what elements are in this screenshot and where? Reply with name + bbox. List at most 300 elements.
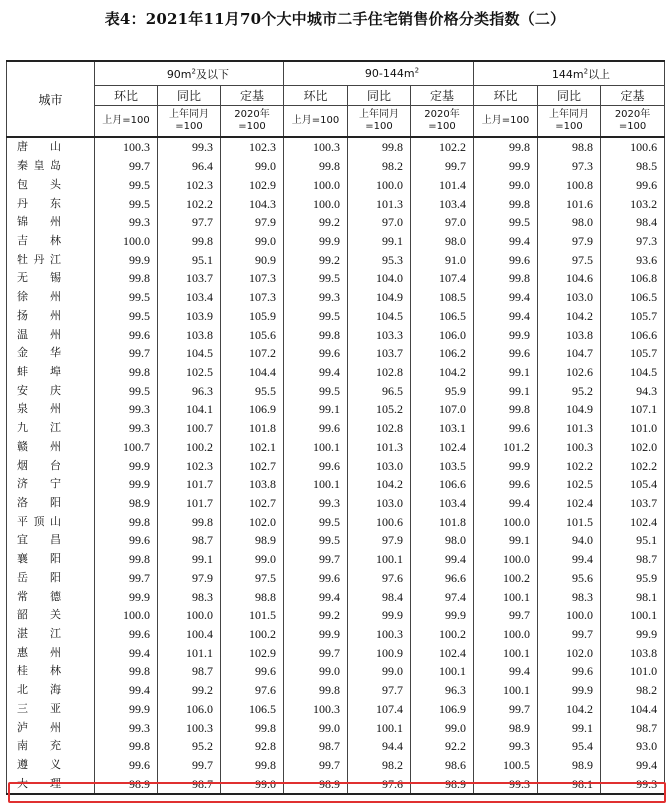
city-char: 温 [17, 327, 28, 341]
city-char: 泸 [17, 720, 28, 734]
index-value: 99.7 [284, 550, 348, 569]
city-char: 韶 [17, 608, 28, 622]
index-value: 102.7 [221, 456, 284, 475]
index-value: 99.8 [95, 512, 158, 531]
index-value: 102.4 [411, 643, 474, 662]
city-char: 林 [50, 233, 61, 247]
index-value: 99.6 [284, 419, 348, 438]
subheader-cell: 环比 [284, 86, 348, 106]
index-value: 103.2 [601, 194, 665, 213]
index-value: 99.1 [474, 363, 538, 382]
index-value: 98.9 [95, 774, 158, 794]
index-value: 97.6 [348, 774, 411, 794]
city-name [7, 456, 95, 475]
base-header-cell: 上年同月 =100 [158, 106, 221, 138]
index-value: 99.6 [95, 531, 158, 550]
index-value: 101.6 [538, 194, 601, 213]
index-value: 99.7 [95, 344, 158, 363]
index-value: 99.9 [474, 325, 538, 344]
index-value: 103.8 [221, 475, 284, 494]
index-value: 97.9 [348, 531, 411, 550]
city-label [17, 382, 61, 400]
city-label [17, 438, 61, 456]
index-value: 102.9 [221, 175, 284, 194]
city-char: 三 [17, 701, 28, 715]
city-char: 江 [50, 421, 61, 435]
index-value: 102.3 [221, 137, 284, 157]
index-value: 99.3 [95, 213, 158, 232]
index-value: 102.2 [411, 137, 474, 157]
index-value: 106.5 [221, 700, 284, 719]
index-value: 99.4 [474, 306, 538, 325]
city-char: 岳 [17, 570, 28, 584]
index-value: 99.9 [474, 456, 538, 475]
index-value: 100.0 [474, 512, 538, 531]
index-value: 104.2 [538, 700, 601, 719]
index-value: 101.5 [221, 606, 284, 625]
index-value: 99.4 [474, 662, 538, 681]
index-value: 98.2 [348, 756, 411, 775]
index-value: 99.2 [284, 250, 348, 269]
city-char: 山 [50, 140, 61, 154]
index-value: 99.5 [284, 512, 348, 531]
table-row [7, 137, 665, 157]
index-value: 100.0 [284, 194, 348, 213]
index-value: 98.7 [158, 662, 221, 681]
index-value: 107.4 [348, 700, 411, 719]
city-name [7, 550, 95, 569]
index-value: 99.8 [284, 325, 348, 344]
index-value: 92.8 [221, 737, 284, 756]
index-value: 99.5 [95, 194, 158, 213]
city-name [7, 587, 95, 606]
index-value: 97.6 [221, 681, 284, 700]
table-row [7, 194, 665, 213]
city-label [17, 719, 61, 737]
base-header-cell: 2020年 =100 [221, 106, 284, 138]
index-value: 98.7 [284, 737, 348, 756]
city-label [17, 176, 61, 194]
index-value: 99.9 [474, 157, 538, 176]
city-label [17, 475, 61, 493]
index-value: 99.0 [348, 662, 411, 681]
index-value: 100.0 [95, 606, 158, 625]
index-value: 104.5 [348, 306, 411, 325]
index-value: 102.3 [158, 175, 221, 194]
city-char: 唐 [17, 140, 28, 154]
index-value: 99.7 [95, 157, 158, 176]
city-name [7, 381, 95, 400]
city-char: 庆 [50, 383, 61, 397]
index-value: 104.3 [221, 194, 284, 213]
index-value: 99.8 [158, 512, 221, 531]
table-row [7, 774, 665, 794]
table-row [7, 737, 665, 756]
city-char: 惠 [17, 645, 28, 659]
index-value: 99.5 [95, 288, 158, 307]
city-char: 州 [50, 439, 61, 453]
index-value: 102.0 [221, 512, 284, 531]
index-value: 100.3 [95, 137, 158, 157]
index-value: 105.6 [221, 325, 284, 344]
table-row [7, 475, 665, 494]
city-name [7, 250, 95, 269]
city-char: 大 [17, 776, 28, 790]
index-value: 100.0 [158, 606, 221, 625]
index-value: 99.2 [284, 213, 348, 232]
table-row [7, 625, 665, 644]
index-value: 91.0 [411, 250, 474, 269]
table-row [7, 587, 665, 606]
index-value: 99.9 [95, 587, 158, 606]
index-value: 92.2 [411, 737, 474, 756]
index-value: 101.1 [158, 643, 221, 662]
index-value: 99.4 [474, 232, 538, 251]
index-value: 99.8 [95, 550, 158, 569]
city-char: 州 [50, 402, 61, 416]
index-value: 104.9 [538, 400, 601, 419]
table-row [7, 157, 665, 176]
city-char: 州 [50, 290, 61, 304]
city-label [17, 569, 61, 587]
city-char: 亚 [50, 701, 61, 715]
index-value: 103.7 [158, 269, 221, 288]
index-value: 95.9 [411, 381, 474, 400]
city-char: 吉 [17, 233, 28, 247]
index-value: 99.8 [474, 137, 538, 157]
city-name [7, 419, 95, 438]
city-name [7, 232, 95, 251]
index-value: 100.1 [474, 681, 538, 700]
city-name [7, 512, 95, 531]
index-value: 99.6 [95, 756, 158, 775]
city-char: 理 [50, 776, 61, 790]
index-value: 98.2 [601, 681, 665, 700]
index-value: 101.4 [411, 175, 474, 194]
index-value: 99.4 [284, 587, 348, 606]
city-name [7, 213, 95, 232]
table-row [7, 681, 665, 700]
index-value: 107.0 [411, 400, 474, 419]
index-value: 96.5 [348, 381, 411, 400]
index-value: 100.3 [284, 700, 348, 719]
city-name [7, 662, 95, 681]
index-value: 99.0 [221, 157, 284, 176]
index-value: 99.8 [474, 194, 538, 213]
city-label [17, 606, 61, 624]
index-value: 97.5 [538, 250, 601, 269]
index-value: 99.7 [538, 625, 601, 644]
city-name [7, 718, 95, 737]
subheader-cell: 同比 [348, 86, 411, 106]
index-value: 99.0 [221, 550, 284, 569]
index-value: 99.0 [411, 718, 474, 737]
city-name [7, 475, 95, 494]
index-value: 102.2 [538, 456, 601, 475]
index-value: 101.7 [158, 494, 221, 513]
index-value: 102.8 [348, 419, 411, 438]
index-value: 103.1 [411, 419, 474, 438]
city-char: 州 [50, 215, 61, 229]
index-value: 100.1 [601, 606, 665, 625]
index-value: 99.4 [95, 643, 158, 662]
index-value: 100.0 [474, 550, 538, 569]
index-value: 99.6 [538, 662, 601, 681]
index-value: 99.0 [284, 718, 348, 737]
city-label [17, 531, 61, 549]
table-row [7, 306, 665, 325]
base-header-cell: 上月=100 [284, 106, 348, 138]
index-value: 99.1 [474, 531, 538, 550]
index-value: 99.3 [284, 288, 348, 307]
index-value: 102.1 [221, 438, 284, 457]
index-value: 99.6 [601, 175, 665, 194]
city-char: 充 [50, 739, 61, 753]
index-value: 100.9 [348, 643, 411, 662]
index-value: 103.8 [601, 643, 665, 662]
index-value: 99.5 [95, 381, 158, 400]
index-value: 97.3 [601, 232, 665, 251]
subheader-cell: 定基 [221, 86, 284, 106]
index-value: 99.8 [284, 157, 348, 176]
city-char: 关 [50, 608, 61, 622]
table-row [7, 400, 665, 419]
city-name [7, 288, 95, 307]
city-label [17, 737, 61, 755]
city-char: 阳 [50, 496, 61, 510]
index-value: 105.7 [601, 306, 665, 325]
subheader-cell: 定基 [411, 86, 474, 106]
index-value: 95.3 [348, 250, 411, 269]
index-value: 98.0 [538, 213, 601, 232]
city-label [17, 700, 61, 718]
index-value: 100.1 [348, 718, 411, 737]
index-value: 99.7 [95, 569, 158, 588]
subheader-cell: 环比 [474, 86, 538, 106]
index-value: 105.7 [601, 344, 665, 363]
index-value: 99.6 [95, 625, 158, 644]
index-value: 101.8 [221, 419, 284, 438]
index-value: 106.9 [411, 700, 474, 719]
city-label [17, 625, 61, 643]
index-value: 100.1 [284, 475, 348, 494]
index-value: 101.3 [538, 419, 601, 438]
group-header-small: $90m^2$及以下 [95, 61, 284, 86]
index-value: 104.5 [158, 344, 221, 363]
city-name [7, 700, 95, 719]
city-name [7, 269, 95, 288]
table-row [7, 643, 665, 662]
index-value: 102.6 [538, 363, 601, 382]
index-value: 99.9 [538, 681, 601, 700]
index-value: 98.9 [95, 494, 158, 513]
index-value: 105.4 [601, 475, 665, 494]
table-row [7, 288, 665, 307]
table-row [7, 363, 665, 382]
index-value: 99.6 [284, 456, 348, 475]
city-label [17, 644, 61, 662]
index-value: 99.3 [474, 737, 538, 756]
index-value: 104.9 [348, 288, 411, 307]
index-value: 99.8 [95, 363, 158, 382]
index-value: 99.3 [95, 419, 158, 438]
index-value: 97.9 [221, 213, 284, 232]
index-value: 99.9 [95, 475, 158, 494]
index-value: 97.5 [221, 569, 284, 588]
table-row [7, 718, 665, 737]
index-value: 99.5 [284, 531, 348, 550]
city-char: 湛 [17, 627, 28, 641]
index-value: 99.8 [284, 681, 348, 700]
index-value: 102.4 [411, 438, 474, 457]
index-value: 100.0 [95, 232, 158, 251]
city-name [7, 531, 95, 550]
table-row [7, 756, 665, 775]
index-value: 102.0 [538, 643, 601, 662]
city-name [7, 344, 95, 363]
city-char: 无 [17, 271, 28, 285]
index-value: 99.5 [284, 306, 348, 325]
index-value: 106.2 [411, 344, 474, 363]
index-value: 102.2 [158, 194, 221, 213]
city-name [7, 643, 95, 662]
index-value: 99.4 [284, 363, 348, 382]
index-value: 99.9 [95, 250, 158, 269]
city-char: 义 [50, 758, 61, 772]
city-name [7, 737, 95, 756]
index-value: 99.0 [474, 175, 538, 194]
city-label [17, 588, 61, 606]
index-value: 99.4 [474, 494, 538, 513]
city-char: 东 [50, 196, 61, 210]
index-value: 100.3 [284, 137, 348, 157]
index-value: 98.7 [158, 774, 221, 794]
index-value: 97.9 [158, 569, 221, 588]
index-value: 98.6 [411, 756, 474, 775]
city-char: 锦 [17, 215, 28, 229]
table-row [7, 512, 665, 531]
index-value: 103.4 [411, 194, 474, 213]
index-value: 99.6 [474, 419, 538, 438]
city-char: 徐 [17, 290, 28, 304]
index-value: 101.5 [538, 512, 601, 531]
index-value: 102.4 [538, 494, 601, 513]
index-value: 103.0 [348, 456, 411, 475]
table-row [7, 550, 665, 569]
index-value: 97.7 [158, 213, 221, 232]
index-value: 97.4 [411, 587, 474, 606]
index-value: 102.5 [158, 363, 221, 382]
index-value: 98.5 [601, 157, 665, 176]
index-value: 98.9 [284, 774, 348, 794]
index-value: 97.0 [411, 213, 474, 232]
city-label [17, 662, 61, 680]
index-value: 107.3 [221, 269, 284, 288]
index-value: 100.0 [284, 175, 348, 194]
city-label: 秦皇岛 [17, 159, 61, 173]
index-value: 106.8 [601, 269, 665, 288]
index-value: 98.9 [221, 531, 284, 550]
index-value: 102.2 [601, 456, 665, 475]
index-value: 100.1 [474, 587, 538, 606]
index-value: 99.3 [158, 137, 221, 157]
index-value: 101.2 [474, 438, 538, 457]
index-value: 100.6 [348, 512, 411, 531]
index-value: 93.6 [601, 250, 665, 269]
index-value: 104.5 [601, 363, 665, 382]
index-value: 99.4 [601, 756, 665, 775]
city-column-header: 城市 [7, 61, 95, 137]
index-value: 100.1 [411, 662, 474, 681]
index-value: 102.3 [158, 456, 221, 475]
index-value: 95.9 [601, 569, 665, 588]
index-value: 104.6 [538, 269, 601, 288]
index-value: 105.9 [221, 306, 284, 325]
base-header-cell: 上年同月 =100 [538, 106, 601, 138]
index-value: 97.3 [538, 157, 601, 176]
index-value: 99.7 [411, 157, 474, 176]
index-value: 103.7 [348, 344, 411, 363]
city-name [7, 494, 95, 513]
city-name [7, 137, 95, 157]
price-index-table [6, 60, 665, 795]
table-row [7, 700, 665, 719]
city-name [7, 194, 95, 213]
index-value: 100.2 [221, 625, 284, 644]
city-label: 平顶山 [17, 514, 61, 528]
index-value: 106.5 [601, 288, 665, 307]
city-char: 阳 [50, 570, 61, 584]
index-value: 99.9 [348, 606, 411, 625]
base-header-cell: 上年同月 =100 [348, 106, 411, 138]
index-value: 100.0 [474, 625, 538, 644]
index-value: 102.9 [221, 643, 284, 662]
subheader-cell: 环比 [95, 86, 158, 106]
index-value: 98.3 [538, 587, 601, 606]
base-header-cell: 2020年 =100 [601, 106, 665, 138]
index-value: 99.1 [474, 381, 538, 400]
index-value: 99.9 [411, 606, 474, 625]
index-value: 99.8 [474, 269, 538, 288]
table-row [7, 456, 665, 475]
index-value: 99.8 [221, 756, 284, 775]
index-value: 94.3 [601, 381, 665, 400]
city-char: 安 [17, 383, 28, 397]
table-row [7, 531, 665, 550]
index-value: 107.1 [601, 400, 665, 419]
city-char: 北 [17, 683, 28, 697]
city-label [17, 419, 61, 437]
index-value: 100.0 [538, 606, 601, 625]
page-title: 表4：2021年11月70个大中城市二手住宅销售价格分类指数（二） [104, 10, 566, 28]
index-value: 95.5 [221, 381, 284, 400]
index-value: 95.1 [601, 531, 665, 550]
index-value: 104.4 [221, 363, 284, 382]
index-value: 95.4 [538, 737, 601, 756]
index-value: 99.7 [474, 700, 538, 719]
city-char: 锡 [50, 271, 61, 285]
index-value: 99.5 [474, 213, 538, 232]
base-header-cell: 2020年 =100 [411, 106, 474, 138]
city-name [7, 157, 95, 176]
city-name [7, 774, 95, 794]
city-label [17, 457, 61, 475]
index-value: 99.3 [474, 774, 538, 794]
index-value: 104.2 [538, 306, 601, 325]
index-value: 99.9 [95, 456, 158, 475]
index-value: 104.2 [348, 475, 411, 494]
index-value: 107.4 [411, 269, 474, 288]
